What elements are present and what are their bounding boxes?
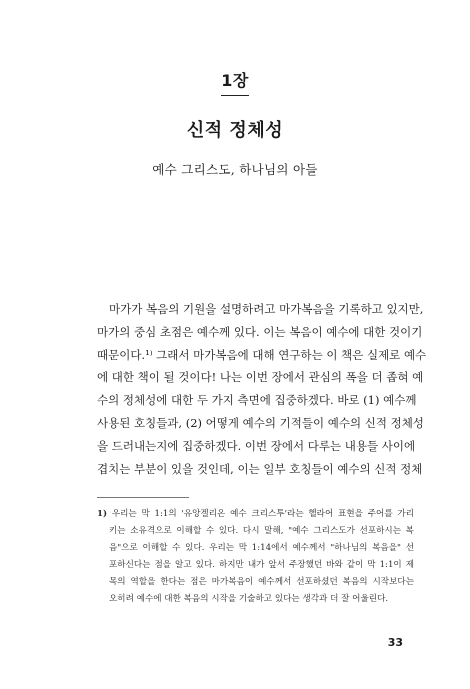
page-number: 33 [387, 636, 403, 649]
body-line: 마가가 복음의 기원을 설명하려고 마가복음을 기록하고 있지만, [109, 302, 424, 316]
body-line: 때문이다.¹⁾ 그래서 마가복음에 대해 연구하는 이 책은 실제로 예수 [97, 347, 427, 362]
footnote-line: 키는 소유격으로 이해할 수 있다. 다시 말해, "예수 그리스도가 선포하시는 복 [109, 525, 414, 536]
chapter-title: 신적 정체성 [186, 120, 284, 141]
body-line: 마가의 중심 초점은 예수께 있다. 이는 복음이 예수에 대한 것이기 [97, 324, 423, 339]
footnote-line: 목의 역할을 한다는 점은 마가복음이 예수께서 선포하셨던 복음의 시작보다는 [109, 576, 414, 587]
body-line: 을 드러내는지에 집중하겠다. 이번 장에서 다루는 내용들 사이에 [97, 438, 416, 453]
footnote-marker: 1) [97, 509, 108, 519]
chapter-number: 1장 [221, 71, 249, 90]
footnote-line: 오히려 예수에 대한 복음의 시작을 기술하고 있다는 생각과 더 잘 어울린다. [109, 593, 389, 604]
body-line: 에 대한 책이 될 것이다! 나는 이번 장에서 관심의 폭을 더 좁혀 예 [97, 370, 424, 385]
footnote-line: 포하신다는 점을 알고 있다. 하지만 내가 앞서 주장했던 바와 같이 막 1:1이 제 [109, 559, 414, 570]
chapter-subtitle: 예수 그리스도, 하나님의 아들 [152, 162, 318, 177]
body-text [97, 298, 427, 480]
footnote-line: 1) 우리는 막 1:1의 '유앙겔리온 예수 크리스투'라는 헬라어 표현을 주어를 가리 [97, 509, 414, 519]
body-line: 수의 정체성에 대한 두 가지 측면에 집중하겠다. 바로 (1) 예수께 [97, 393, 417, 408]
footnote [97, 506, 414, 607]
body-line: 겹치는 부분이 있을 것인데, 이는 일부 호칭들이 예수의 신적 정체 [97, 461, 423, 476]
chapter-divider [221, 95, 249, 96]
footnote-line: 음"으로 이해할 수 있다. 우리는 막 1:14에서 예수께서 "하나님의 복음을" 선 [109, 542, 414, 553]
footnote-divider [97, 497, 189, 498]
body-line: 사용된 호칭들과, (2) 어떻게 예수의 기적들이 예수의 신적 정체성 [97, 415, 424, 430]
